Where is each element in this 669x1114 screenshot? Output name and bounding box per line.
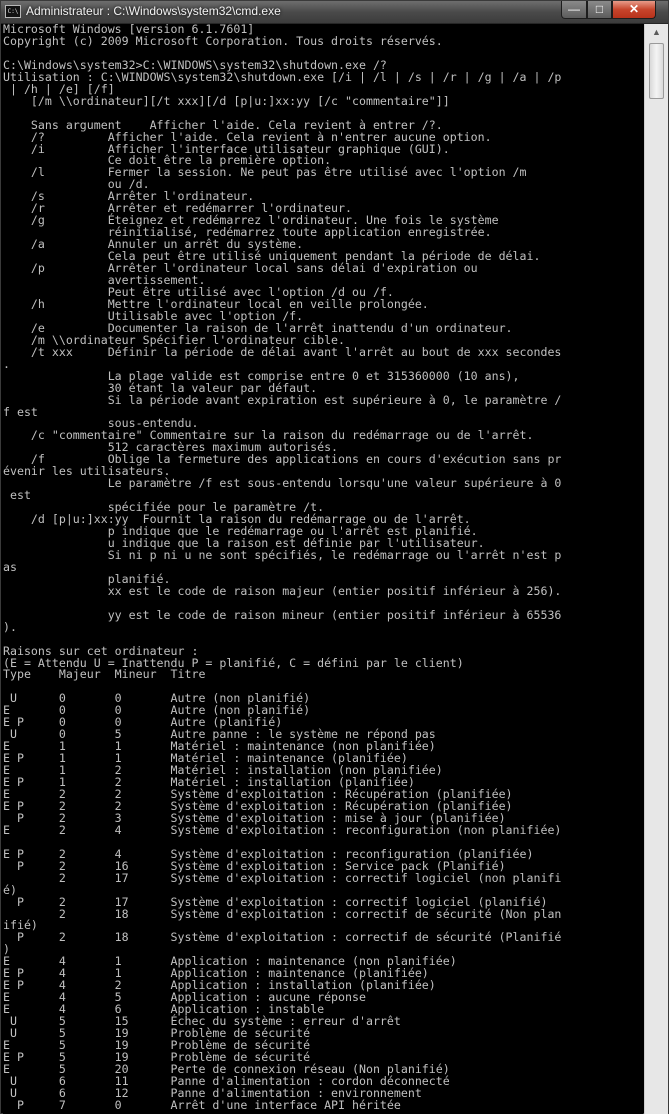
console-line: as: [3, 559, 17, 574]
console-line: ifié): [3, 918, 38, 933]
console-line: ).: [3, 619, 17, 634]
console-line: P 2 17 Système d'exploitation : correctif logiciel (planifié): [3, 894, 548, 909]
cmd-app-icon[interactable]: C:\: [5, 5, 21, 18]
console-line: /f Oblige la fermeture des applications en cours d'exécution sans pr: [3, 452, 562, 467]
console-line: /p Arrêter l'ordinateur local sans délai d'expiration ou: [3, 261, 478, 276]
console-text: [3, 24, 643, 1112]
console-line: Raisons sur cet ordinateur :: [3, 643, 199, 658]
console-line: E 2 4 Système d'exploitation : reconfiguration (non planifiée): [3, 822, 562, 837]
console-line: E 1 1 Matériel : maintenance (non planifiée): [3, 739, 436, 754]
console-line: E 4 6 Application : instable: [3, 1002, 325, 1017]
console-line: U 6 12 Panne d'alimentation : environnement: [3, 1085, 422, 1100]
console-line: 512 caractères maximum autorisés.: [3, 440, 339, 455]
console-line: Microsoft Windows [version 6.1.7601]: [3, 24, 255, 36]
console-line: U 5 19 Problème de sécurité: [3, 1026, 311, 1041]
title-bar[interactable]: [1, 1, 668, 24]
console-line: f est: [3, 404, 38, 419]
console-line: E 1 2 Matériel : installation (non planifiée): [3, 763, 443, 778]
console-line: /e Documenter la raison de l'arrêt inattendu d'un ordinateur.: [3, 320, 513, 335]
console-line: 30 étant la valeur par défaut.: [3, 380, 318, 395]
console-line: /m \\ordinateur Spécifier l'ordinateur cible.: [3, 332, 346, 347]
console-line: /? Afficher l'aide. Cela revient à n'entrer aucune option.: [3, 129, 492, 144]
console-line: xx est le code de raison majeur (entier positif inférieur à 256).: [3, 583, 562, 598]
scroll-thumb[interactable]: [649, 43, 664, 99]
console-line: E 4 5 Application : aucune réponse: [3, 990, 366, 1005]
console-line: /d [p|u:]xx:yy Fournit la raison du redémarrage ou de l'arrêt.: [3, 512, 471, 527]
console-line: [/m \\ordinateur][/t xxx][/d [p|u:]xx:yy [/c "commentaire"]]: [3, 93, 450, 108]
console-line: E P 1 2 Matériel : installation (planifiée): [3, 775, 415, 790]
console-output[interactable]: [3, 24, 643, 1114]
console-line: U 0 5 Autre panne : le système ne répond pas: [3, 727, 436, 742]
console-line: /h Mettre l'ordinateur local en veille prolongée.: [3, 296, 429, 311]
console-line: spécifiée pour le paramètre /t.: [3, 500, 325, 515]
minimize-button[interactable]: —: [561, 1, 587, 19]
console-line: /i Afficher l'interface utilisateur graphique (GUI).: [3, 141, 450, 156]
console-line: E P 4 1 Application : maintenance (planifiée): [3, 966, 429, 981]
console-line: /c "commentaire" Commentaire sur la raison du redémarrage ou de l'arrêt.: [3, 428, 534, 443]
console-line: 2 17 Système d'exploitation : correctif logiciel (non planifi: [3, 870, 562, 885]
console-line: /g Éteignez et redémarrez l'ordinateur. Une fois le système: [3, 213, 499, 228]
console-line: E 2 2 Système d'exploitation : Récupération (planifiée): [3, 787, 513, 801]
console-line: (E = Attendu U = Inattendu P = planifié, C = défini par le client): [3, 655, 464, 670]
console-line: La plage valide est comprise entre 0 et 315360000 (10 ans),: [3, 368, 520, 383]
console-line: | /h | /e] [/f]: [3, 81, 115, 96]
console-line: P 2 18 Système d'exploitation : correctif de sécurité (Planifié: [3, 930, 562, 945]
console-line: ): [3, 942, 10, 957]
console-line: Si la période avant expiration est supérieure à 0, le paramètre /: [3, 392, 562, 407]
console-line: planifié.: [3, 571, 171, 586]
console-line: P 7 0 Arrêt d'une interface API héritée: [3, 1097, 401, 1112]
console-line: E P 5 19 Problème de sécurité: [3, 1049, 311, 1064]
console-line: avertissement.: [3, 273, 206, 288]
console-line: Utilisable avec l'option /f.: [3, 308, 304, 323]
console-line: Utilisation : C:\WINDOWS\system32\shutdown.exe [/i | /l | /s | /r | /g | /a | /p: [3, 69, 562, 84]
console-line: U 5 15 Échec du système : erreur d'arrêt: [3, 1014, 401, 1029]
console-line: U 6 11 Panne d'alimentation : cordon déconnecté: [3, 1073, 450, 1088]
console-line: E P 1 1 Matériel : maintenance (planifiée): [3, 751, 408, 766]
console-line: Type Majeur Mineur Titre: [3, 667, 206, 682]
console-line: évenir les utilisateurs.: [3, 464, 171, 479]
console-line: E 4 1 Application : maintenance (non planifiée): [3, 954, 457, 969]
window-title: Administrateur : C:\Windows\system32\cmd.exe: [26, 4, 281, 18]
console-line: réinitialisé, redémarrez toute application enregistrée.: [3, 225, 492, 240]
console-line: P 2 3 Système d'exploitation : mise à jour (planifiée): [3, 810, 506, 825]
console-line: E P 0 0 Autre (planifié): [3, 715, 283, 730]
vertical-scrollbar[interactable]: [644, 24, 668, 1114]
console-line: E P 2 4 Système d'exploitation : reconfiguration (planifiée): [3, 846, 534, 861]
console-line: E 5 19 Problème de sécurité: [3, 1038, 311, 1053]
console-line: Cela peut être utilisé uniquement pendant la période de délai.: [3, 249, 541, 264]
console-line: u indique que la raison est définie par l'utilisateur.: [3, 535, 485, 550]
console-line: E 5 20 Perte de connexion réseau (Non planifié): [3, 1061, 450, 1076]
console-line: /s Arrêter l'ordinateur.: [3, 189, 255, 204]
console-line: Le paramètre /f est sous-entendu lorsqu'une valeur supérieure à 0: [3, 476, 562, 491]
console-line: U 0 0 Autre (non planifié): [3, 691, 311, 706]
console-line: Si ni p ni u ne sont spécifiés, le redémarrage ou l'arrêt n'est p: [3, 547, 562, 562]
console-line: Sans argument Afficher l'aide. Cela revient à entrer /?.: [3, 117, 443, 132]
console-line: est: [3, 488, 31, 503]
console-line: /t xxx Définir la période de délai avant l'arrêt au bout de xxx secondes: [3, 344, 562, 359]
console-line: /l Fermer la session. Ne peut pas être utilisé avec l'option /m: [3, 165, 527, 180]
console-line: Peut être utilisé avec l'option /d ou /f.: [3, 284, 394, 299]
console-line: é): [3, 882, 17, 897]
console-line: p indique que le redémarrage ou l'arrêt est planifié.: [3, 524, 478, 539]
console-line: E P 2 2 Système d'exploitation : Récupération (planifiée): [3, 798, 513, 813]
console-line: 2 18 Système d'exploitation : correctif de sécurité (Non plan: [3, 906, 562, 921]
console-line: C:\Windows\system32>C:\WINDOWS\system32\shutdown.exe /?: [3, 57, 387, 72]
console-line: P 2 16 Système d'exploitation : Service pack (Planifié): [3, 858, 506, 873]
console-line: ou /d.: [3, 177, 150, 192]
console-line: Ce doit être la première option.: [3, 153, 332, 168]
close-button[interactable]: ✕: [612, 1, 656, 19]
console-line: /a Annuler un arrêt du système.: [3, 237, 304, 252]
maximize-button[interactable]: □: [587, 1, 612, 19]
console-line: E P 4 2 Application : installation (planifiée): [3, 978, 436, 993]
console-line: Copyright (c) 2009 Microsoft Corporation. Tous droits réservés.: [3, 33, 443, 48]
console-line: .: [3, 356, 10, 371]
console-line: /r Arrêter et redémarrer l'ordinateur.: [3, 201, 353, 216]
console-line: yy est le code de raison mineur (entier positif inférieur à 65536: [3, 607, 562, 622]
scroll-up-arrow-icon[interactable]: ▲: [645, 24, 668, 41]
console-line: sous-entendu.: [3, 416, 199, 431]
console-line: E 0 0 Autre (non planifié): [3, 703, 311, 718]
